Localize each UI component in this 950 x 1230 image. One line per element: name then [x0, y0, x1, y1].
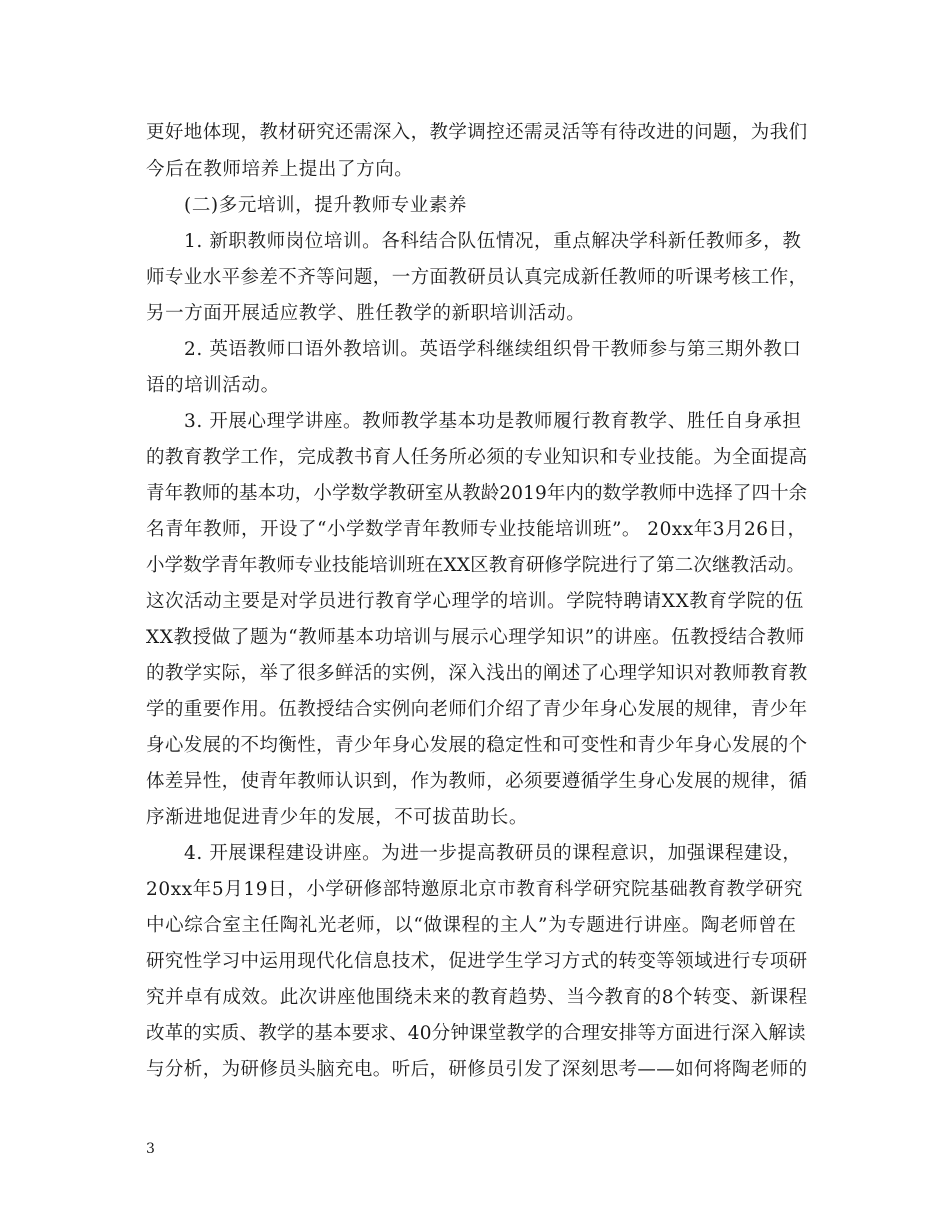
- text-line: 青年教师的基本功，小学数学教研室从教龄2019年内的数学教师中选择了四十余: [146, 483, 808, 504]
- section-heading: (二)多元培训，提升教师专业素养: [184, 195, 468, 216]
- text-line: 20xx年5月19日，小学研修部特邀原北京市教育科学研究院基础教育教学研究: [146, 879, 803, 900]
- text-line: 究并卓有成效。此次讲座他围绕未来的教育趋势、当今教育的8个转变、新课程: [146, 987, 808, 1008]
- text-line: 3. 开展心理学讲座。教师教学基本功是教师履行教育教学、胜任自身承担: [184, 411, 802, 432]
- text-line: 改革的实质、教学的基本要求、40分钟课堂教学的合理安排等方面进行深入解读: [146, 1023, 806, 1044]
- text-line: 这次活动主要是对学员进行教育学心理学的培训。学院特聘请XX教育学院的伍: [146, 591, 804, 612]
- text-line: 2. 英语教师口语外教培训。英语学科继续组织骨干教师参与第三期外教口: [184, 339, 802, 360]
- text-line: 今后在教师培养上提出了方向。: [146, 159, 414, 180]
- text-line: 1. 新职教师岗位培训。各科结合队伍情况，重点解决学科新任教师多，教: [184, 231, 802, 252]
- text-line: 师专业水平参差不齐等问题，一方面教研员认真完成新任教师的听课考核工作，: [146, 267, 808, 288]
- text-line: 语的培训活动。: [146, 375, 280, 396]
- text-line: 序渐进地促进青少年的发展，不可拔苗助长。: [146, 807, 529, 828]
- text-line: 身心发展的不均衡性，青少年身心发展的稳定性和可变性和青少年身心发展的个: [146, 735, 808, 756]
- text-line: 中心综合室主任陶礼光老师，以“做课程的主人”为专题进行讲座。陶老师曾在: [146, 915, 797, 936]
- page-number: 3: [146, 1141, 155, 1157]
- text-line: 体差异性，使青年教师认识到，作为教师，必须要遵循学生身心发展的规律，循: [146, 771, 808, 792]
- text-line: 小学数学青年教师专业技能培训班在XX区教育研修学院进行了第二次继教活动。: [146, 555, 805, 576]
- text-line: 学的重要作用。伍教授结合实例向老师们介绍了青少年身心发展的规律，青少年: [146, 699, 808, 720]
- text-line: 更好地体现，教材研究还需深入，教学调控还需灵活等有待改进的问题，为我们: [146, 122, 808, 143]
- text-line: 的教学实际，举了很多鲜活的实例，深入浅出的阐述了心理学知识对教师教育教: [146, 663, 808, 684]
- text-line: 名青年教师，开设了“小学数学青年教师专业技能培训班”。 20xx年3月26日，: [146, 519, 807, 540]
- text-line: 4. 开展课程建设讲座。为进一步提高教研员的课程意识，加强课程建设，: [184, 843, 802, 864]
- text-line: 的教育教学工作，完成教书育人任务所必须的专业知识和专业技能。为全面提高: [146, 447, 808, 468]
- text-line: XX教授做了题为“教师基本功培训与展示心理学知识”的讲座。伍教授结合教师: [146, 627, 805, 648]
- text-line: 研究性学习中运用现代化信息技术，促进学生学习方式的转变等领域进行专项研: [146, 951, 808, 972]
- text-line: 与分析，为研修员头脑充电。听后，研修员引发了深刻思考——如何将陶老师的: [146, 1059, 808, 1080]
- text-line: 另一方面开展适应教学、胜任教学的新职培训活动。: [146, 303, 586, 324]
